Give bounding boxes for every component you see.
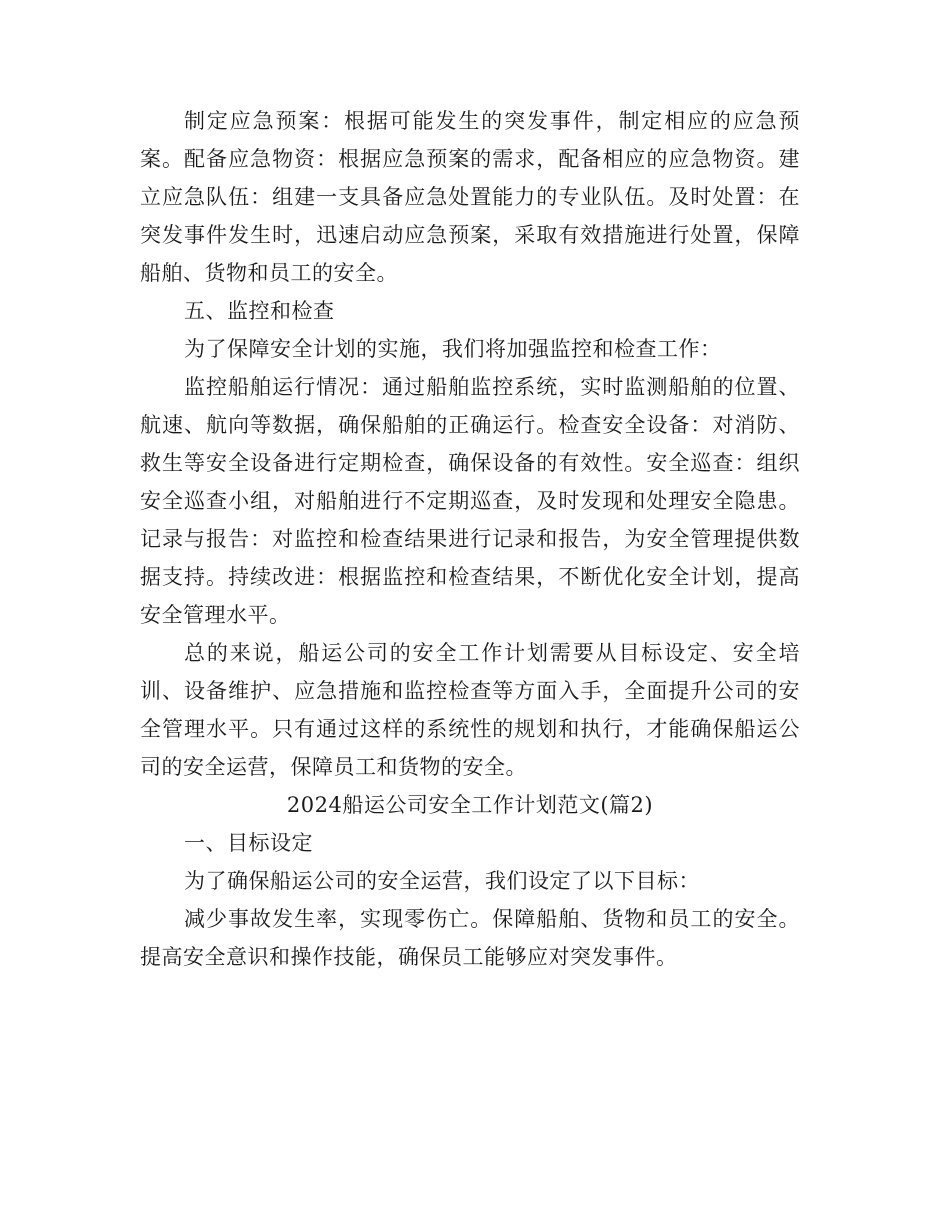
monitor-details-paragraph: 监控船舶运行情况：通过船舶监控系统，实时监测船舶的位置、航速、航向等数据，确保船舶的正确运行。检查安全设备：对消防、救生等安全设备进行定期检查，确保设备的有效性。安全巡查：组织安全巡查小组，对船舶进行不定期巡查，及时发现和处理安全隐患。记录与报告：对监控和检查结果进行记录和报告，为安全管理提供数据支持。持续改进：根据监控和检查结果，不断优化安全计划，提高安全管理水平。 — [140, 375, 800, 627]
document-title: 2024船运公司安全工作计划范文(篇2) — [286, 793, 654, 817]
goal-section-heading: 一、目标设定 — [184, 831, 313, 855]
goal-intro-paragraph: 为了确保船运公司的安全运营，我们设定了以下目标： — [184, 869, 700, 893]
goal-details-paragraph: 减少事故发生率，实现零伤亡。保障船舶、货物和员工的安全。提高安全意识和操作技能，确保员工能够应对突发事件。 — [140, 907, 800, 969]
monitor-section-heading: 五、监控和检查 — [184, 299, 335, 323]
summary-paragraph: 总的来说，船运公司的安全工作计划需要从目标设定、安全培训、设备维护、应急措施和监控检查等方面入手，全面提升公司的安全管理水平。只有通过这样的系统性的规划和执行，才能确保船运公司的安全运营，保障员工和货物的安全。 — [140, 641, 800, 779]
monitor-intro-paragraph: 为了保障安全计划的实施，我们将加强监控和检查工作： — [184, 337, 722, 361]
emergency-measures-paragraph: 制定应急预案：根据可能发生的突发事件，制定相应的应急预案。配备应急物资：根据应急预案的需求，配备相应的应急物资。建立应急队伍：组建一支具备应急处置能力的专业队伍。及时处置：在突发事件发生时，迅速启动应急预案，采取有效措施进行处置，保障船舶、货物和员工的安全。 — [140, 109, 800, 285]
document-page — [140, 102, 800, 976]
